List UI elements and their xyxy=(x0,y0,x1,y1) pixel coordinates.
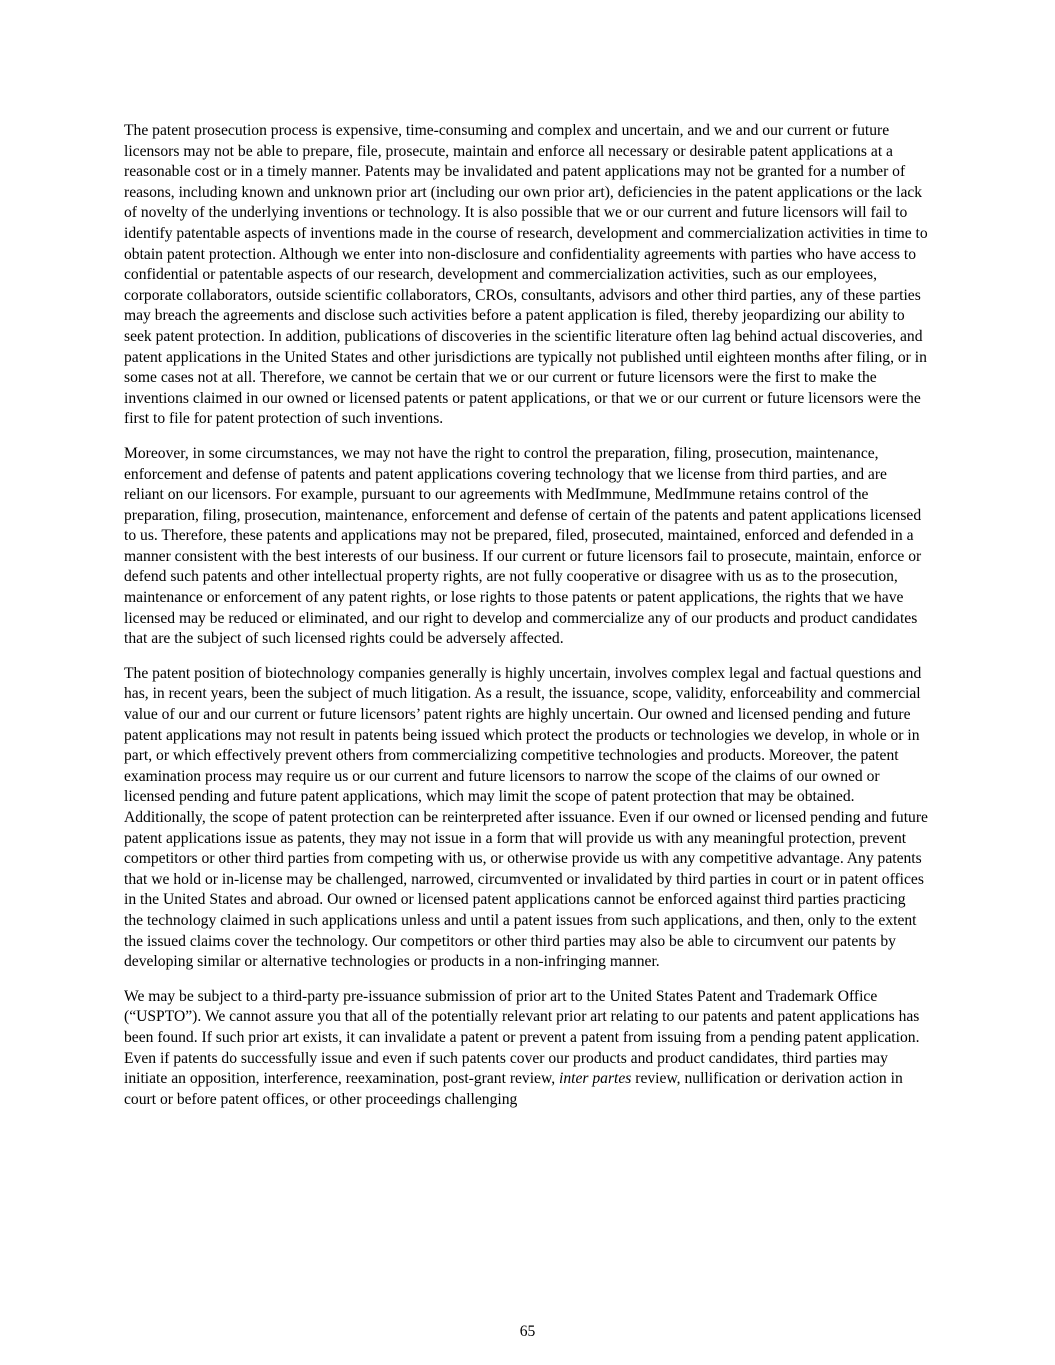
paragraph-patent-position: The patent position of biotechnology companies generally is highly uncertain, involves complex legal and factual questions and has, in recent years, been the subject of much litigation. As a result, the issuance, scope, validity, enforceability and commercial value of our and our current or future licensors’ patent rights are highly uncertain. Our owned and licensed pending and future patent applications may not result in patents being issued which protect the products or technologies we develop, in whole or in part, or which effectively prevent others from commercializing competitive technologies and products. Moreover, the patent examination process may require us or our current and future licensors to narrow the scope of the claims of our owned or licensed pending and future patent applications, which may limit the scope of patent protection that may be obtained. Additionally, the scope of patent protection can be reinterpreted after issuance. Even if our owned or licensed pending and future patent applications issue as patents, they may not issue in a form that will provide us with any meaningful protection, prevent competitors or other third parties from competing with us, or otherwise provide us with any competitive advantage. Any patents that we hold or in-license may be challenged, narrowed, circumvented or invalidated by third parties in court or in patent offices in the United States and abroad. Our owned or licensed patent applications cannot be enforced against third parties practicing the technology claimed in such applications unless and until a patent issues from such applications, and then, only to the extent the issued claims cover the technology. Our competitors or other third parties may also be able to circumvent our patents by developing similar or alternative technologies or products in a non-infringing manner. xyxy=(124,664,928,971)
paragraph-prior-art-text-before: We may be subject to a third-party pre-issuance submission of prior art to the United States Patent and Trademark Office (“USPTO”). We cannot assure you that all of the potentially relevant prior art relating to our patents and patent applications has been found. If such prior art exists, it can invalidate a patent or prevent a patent from issuing from a pending patent application. Even if patents do successfully issue and even if such patents cover our products and product candidates, third parties may initiate an opposition, interference, reexamination, post-grant review, xyxy=(124,987,920,1088)
paragraph-prior-art-text-after: review, nullification or derivation action in court or before patent offices, or other proceedings challenging xyxy=(124,1070,903,1108)
paragraph-licensor-control: Moreover, in some circumstances, we may not have the right to control the preparation, filing, prosecution, maintenance, enforcement and defense of patents and patent applications covering technology that we license from third parties, and are reliant on our licensors. For example, pursuant to our agreements with MedImmune, MedImmune retains control of the preparation, filing, prosecution, maintenance, enforcement and defense of certain of the patents and patent applications licensed to us. Therefore, these patents and applications may not be prepared, filed, prosecuted, maintained, enforced and defended in a manner consistent with the best interests of our business. If our current or future licensors fail to prosecute, maintain, enforce or defend such patents and other intellectual property rights, are not fully cooperative or disagree with us as to the prosecution, maintenance or enforcement of any patent rights, or lose rights to those patents or patent applications, the rights that we have licensed may be reduced or eliminated, and our right to develop and commercialize any of our products and product candidates that are the subject of such licensed rights could be adversely affected. xyxy=(124,444,922,648)
paragraph-prior-art-italic-term: inter partes xyxy=(559,1070,632,1088)
document-body xyxy=(124,121,928,1124)
paragraph-patent-prosecution: The patent prosecution process is expensive, time-consuming and complex and uncertain, and we and our current or future licensors may not be able to prepare, file, prosecute, maintain and enforce all necessary or desirable patent applications at a reasonable cost or in a timely manner. Patents may be invalidated and patent applications may not be granted for a number of reasons, including known and unknown prior art (including our own prior art), deficiencies in the patent applications or the lack of novelty of the underlying inventions or technology. It is also possible that we or our current and future licensors will fail to identify patentable aspects of inventions made in the course of research, development and commercialization activities in time to obtain patent protection. Although we enter into non-disclosure and confidentiality agreements with parties who have access to confidential or patentable aspects of our research, development and commercialization activities, such as our employees, corporate collaborators, outside scientific collaborators, CROs, consultants, advisors and other third parties, any of these parties may breach the agreements and disclose such activities before a patent application is filed, thereby jeopardizing our ability to seek patent protection. In addition, publications of discoveries in the scientific literature often lag behind actual discoveries, and patent applications in the United States and other jurisdictions are typically not published until eighteen months after filing, or in some cases not at all. Therefore, we cannot be certain that we or our current or future licensors were the first to make the inventions claimed in our owned or licensed patents or patent applications, or that we or our current or future licensors were the first to file for patent protection of such inventions. xyxy=(124,122,928,428)
page-number: 65 xyxy=(519,1323,536,1340)
paragraph-prior-art-submission xyxy=(124,987,928,1111)
